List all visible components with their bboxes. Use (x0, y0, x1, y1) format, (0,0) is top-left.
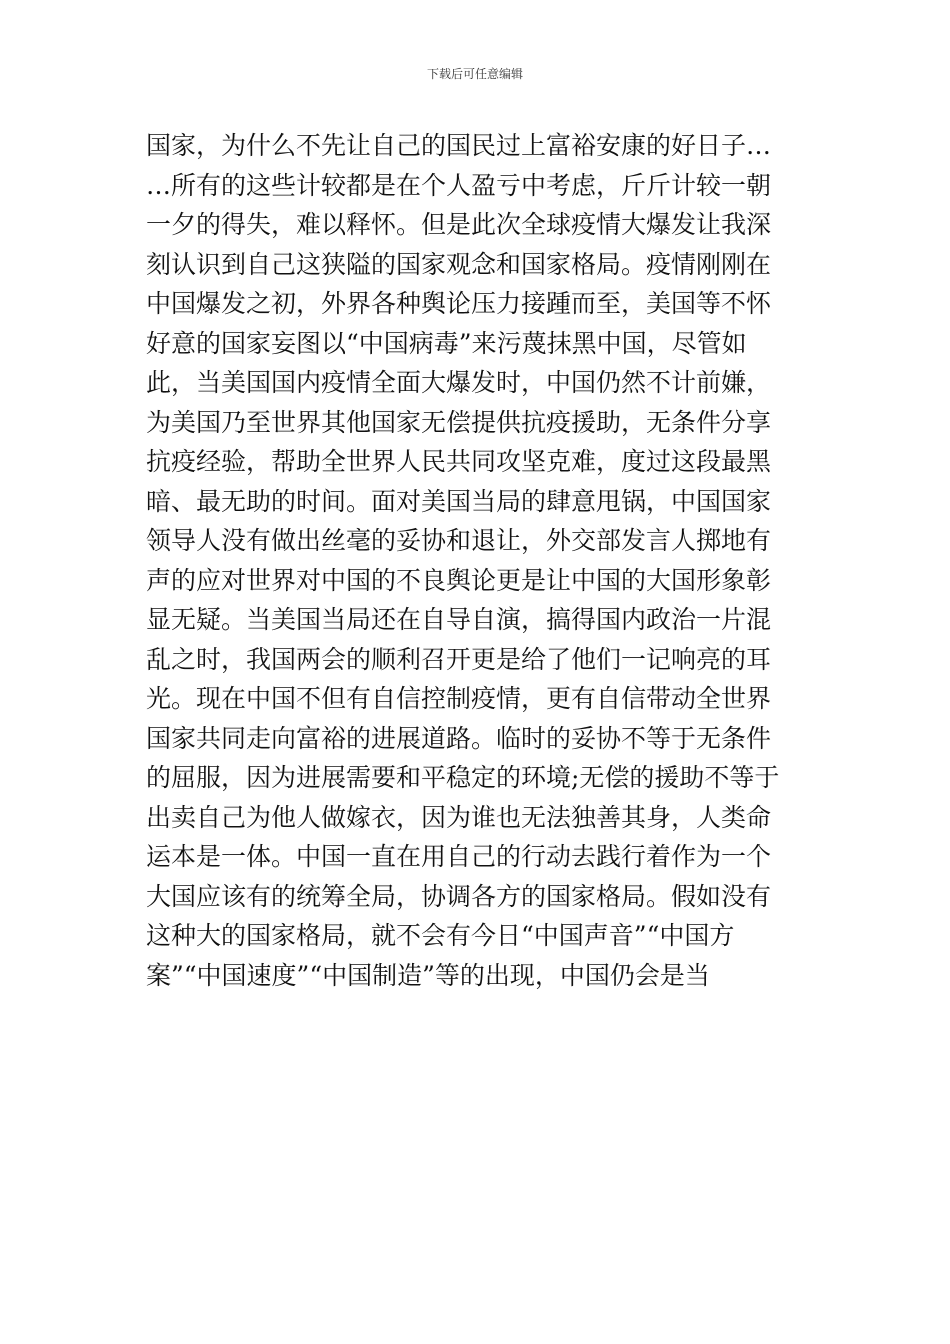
text-line: 中国爆发之初，外界各种舆论压力接踵而至，美国等不怀 (146, 289, 772, 318)
text-line: 好意的国家妄图以“中国病毒”来污蔑抹黑中国，尽管如 (146, 328, 747, 358)
text-line: 此，当美国国内疫情全面大爆发时，中国仍然不计前嫌， (146, 368, 772, 397)
text-line: 声的应对世界对中国的不良舆论更是让中国的大国形象彰 (146, 565, 772, 595)
text-line: 出卖自己为他人做嫁衣，因为谁也无法独善其身，人类命 (146, 802, 772, 832)
text-line: 暗、最无助的时间。面对美国当局的肆意甩锅，中国国家 (146, 486, 772, 516)
page-header: 下载后可任意编辑 (426, 67, 523, 81)
text-line: 领导人没有做出丝毫的妥协和退让，外交部发言人掷地有 (146, 526, 772, 555)
text-line: 这种大的国家格局，就不会有今日“中国声音”“中国方 (146, 921, 735, 950)
text-line: 光。现在中国不但有自信控制疫情，更有自信带动全世界 (146, 684, 772, 713)
text-line: 运本是一体。中国一直在用自己的行动去践行着作为一个 (146, 842, 772, 871)
text-line: 国家共同走向富裕的进展道路。临时的妥协不等于无条件 (146, 723, 772, 753)
text-line: 案”“中国速度”“中国制造”等的出现，中国仍会是当 (146, 960, 710, 990)
text-line: 为美国乃至世界其他国家无偿提供抗疫援助，无条件分享 (146, 407, 772, 437)
text-line: 刻认识到自己这狭隘的国家观念和国家格局。疫情刚刚在 (146, 249, 772, 279)
text-line: 国家，为什么不先让自己的国民过上富裕安康的好日子… (146, 131, 772, 160)
text-line: …所有的这些计较都是在个人盈亏中考虑，斤斤计较一朝 (146, 170, 772, 200)
body-paragraph (146, 126, 816, 995)
text-line: 一夕的得失，难以释怀。但是此次全球疫情大爆发让我深 (146, 210, 772, 239)
text-line: 大国应该有的统筹全局，协调各方的国家格局。假如没有 (146, 881, 772, 911)
text-line: 抗疫经验，帮助全世界人民共同攻坚克难，度过这段最黑 (146, 447, 772, 476)
text-line: 显无疑。当美国当局还在自导自演，搞得国内政治一片混 (146, 605, 772, 634)
text-line: 乱之时，我国两会的顺利召开更是给了他们一记响亮的耳 (146, 644, 772, 674)
text-line: 的屈服，因为进展需要和平稳定的环境;无偿的援助不等于 (146, 763, 780, 792)
